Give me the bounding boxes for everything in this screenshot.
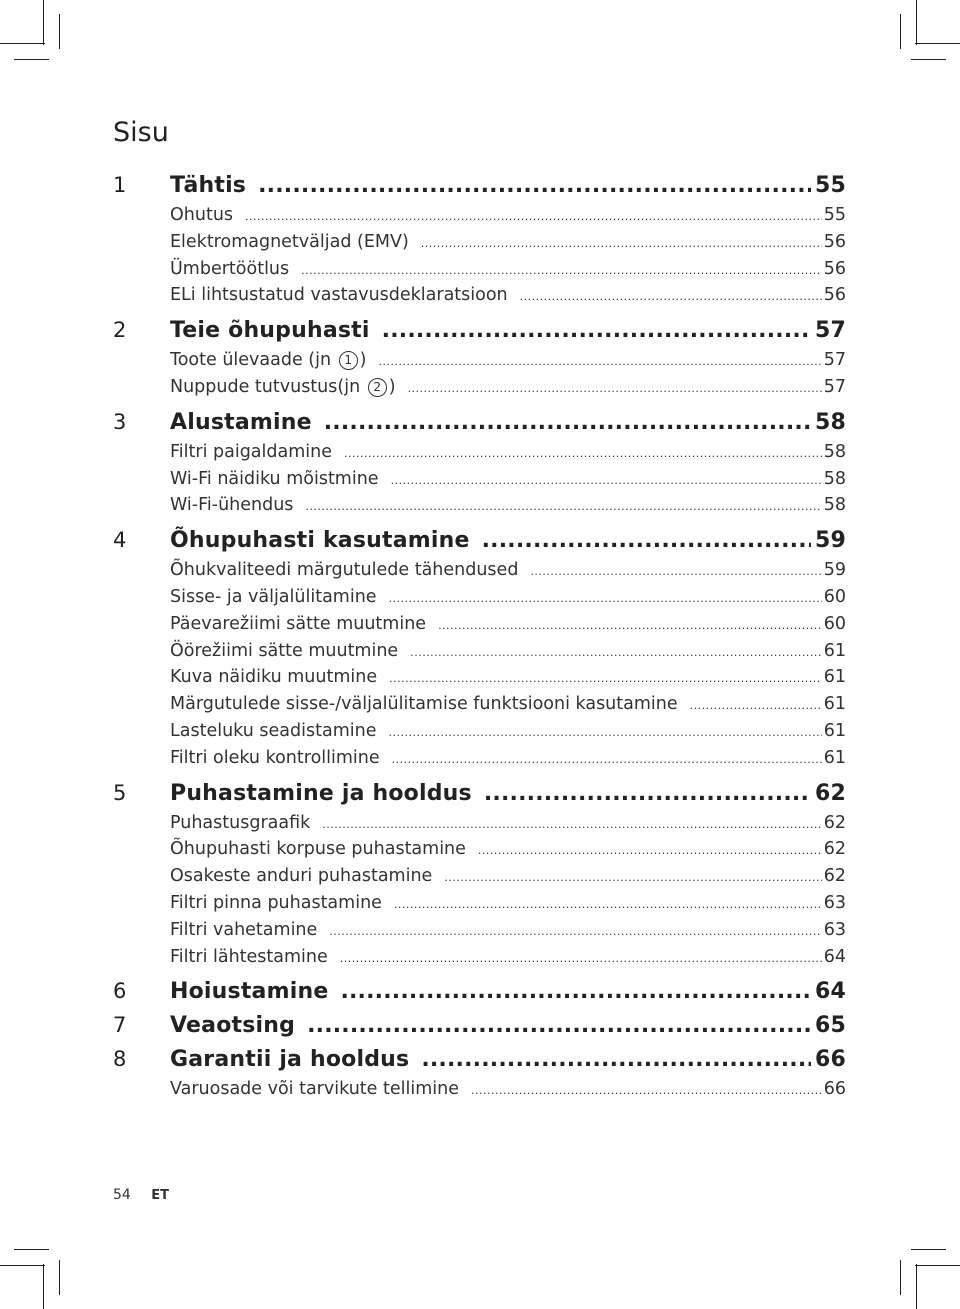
section-title-text: Varuosade või tarvikute tellimine (170, 1079, 459, 1100)
section-title (170, 944, 328, 971)
section-page-number: 62 (823, 812, 846, 833)
chapter-number: 5 (113, 780, 127, 805)
section-title-text: Sisse- ja väljalülitamine (170, 586, 377, 607)
chapter-title: Puhastamine ja hooldus (170, 780, 472, 806)
crop-mark (59, 1260, 60, 1295)
toc-section-row[interactable] (170, 202, 846, 229)
section-title (170, 466, 379, 493)
section-page-number: 66 (823, 1079, 846, 1100)
toc-section-row[interactable] (170, 810, 846, 837)
dot-leader (329, 919, 821, 946)
section-page-number: 55 (823, 205, 846, 225)
chapter-page-number: 66 (814, 1047, 846, 1073)
section-title (170, 611, 426, 638)
dot-leader (307, 1009, 811, 1043)
section-page-number: 63 (823, 892, 846, 913)
toc-section-row[interactable] (170, 944, 846, 971)
toc-chapter-row[interactable] (113, 1042, 846, 1076)
section-title (170, 347, 366, 374)
chapter-title: Teie õhupuhasti (170, 318, 370, 344)
section-page-number: 64 (823, 946, 846, 967)
section-title (170, 810, 310, 837)
section-title-text: Toote ülevaade (jn (170, 350, 337, 371)
section-title (170, 256, 289, 283)
chapter-number: 4 (113, 528, 127, 553)
toc-section-row[interactable] (170, 584, 846, 611)
dot-leader (389, 666, 822, 693)
dot-leader (392, 747, 822, 774)
toc-chapter-row[interactable] (113, 313, 846, 347)
section-page-number: 57 (823, 350, 846, 371)
chapter-number: 8 (113, 1047, 127, 1072)
crop-mark (916, 0, 917, 45)
section-page-number: 56 (823, 285, 846, 306)
toc-section-row[interactable] (170, 492, 846, 519)
section-title-text: Kuva näidiku muutmine (170, 667, 378, 688)
section-list (113, 439, 846, 519)
section-title-text: Puhastusgraafik (170, 812, 311, 833)
section-page-number: 58 (823, 495, 846, 516)
section-list (113, 810, 846, 971)
toc-section-row[interactable] (170, 836, 846, 863)
section-title-text: Märgutulede sisse-/väljalülitamise funktsiooni kasutamine (170, 694, 678, 715)
section-title-text: Õhupuhasti korpuse puhastamine (170, 839, 466, 860)
chapter-page-number: 55 (814, 173, 846, 198)
section-page-number: 62 (823, 839, 846, 860)
toc-section-row[interactable] (170, 745, 846, 772)
section-page-number: 61 (823, 640, 846, 661)
toc-section-row[interactable] (170, 557, 846, 584)
crop-mark (14, 59, 49, 60)
section-title-text: Elektromagnetväljad (EMV) (170, 231, 409, 252)
section-title (170, 584, 377, 611)
section-title-text: Päevarežiimi sätte muutmine (170, 613, 427, 634)
chapter-title: Veaotsing (170, 1013, 296, 1039)
toc-section-row[interactable] (170, 1076, 846, 1103)
dot-leader (344, 441, 822, 468)
dot-leader (471, 1078, 822, 1105)
chapter-number: 3 (113, 409, 127, 434)
dot-leader (394, 892, 822, 919)
page-footer (113, 1187, 169, 1203)
chapter-title: Hoiustamine (170, 979, 329, 1005)
crop-mark (915, 1265, 960, 1266)
section-title-text: Filtri paigaldamine (170, 441, 332, 462)
section-title (170, 745, 380, 772)
section-title-text: Filtri vahetamine (170, 919, 318, 940)
section-list (113, 1076, 846, 1103)
section-title-text: Ohutus (170, 205, 234, 225)
toc-section-row[interactable] (170, 439, 846, 466)
chapter-page-number: 59 (814, 528, 846, 554)
toc-section-row[interactable] (170, 229, 846, 256)
section-title-text: Filtri oleku kontrollimine (170, 747, 380, 768)
chapter-page-number: 57 (814, 318, 846, 344)
section-title-text: Nuppude tutvustus(jn (170, 376, 366, 397)
figure-marker: 2 (368, 378, 387, 397)
toc-section-row[interactable] (170, 863, 846, 890)
crop-mark (911, 1249, 946, 1250)
section-title-text: Wi-Fi-ühendus (170, 495, 294, 516)
toc-section-row[interactable] (170, 256, 846, 283)
section-page-number: 58 (823, 441, 846, 462)
dot-leader (301, 258, 822, 285)
toc-chapter-row[interactable] (113, 523, 846, 557)
dot-leader (382, 314, 811, 348)
crop-mark (0, 43, 45, 44)
dot-leader (438, 613, 822, 640)
section-page-number: 61 (823, 694, 846, 715)
section-title-text: Õhukvaliteedi märgutulede tähendused (170, 560, 519, 581)
section-page-number: 62 (823, 866, 846, 887)
crop-mark (43, 0, 44, 45)
toc-section-row[interactable] (170, 664, 846, 691)
page-title: Sisu (113, 117, 169, 148)
section-title (170, 229, 409, 256)
chapter-number: 6 (113, 979, 127, 1004)
section-title (170, 863, 432, 890)
dot-leader (389, 586, 822, 613)
section-page-number: 56 (823, 258, 846, 279)
section-title (170, 374, 396, 401)
section-title (170, 664, 377, 691)
chapter-title: Tähtis (170, 173, 247, 198)
chapter-title: Õhupuhasti kasutamine (170, 528, 470, 554)
table-of-contents (113, 168, 846, 1107)
section-title (170, 492, 293, 519)
section-page-number: 60 (823, 586, 846, 607)
dot-leader (388, 720, 821, 747)
chapter-title: Garantii ja hooldus (170, 1047, 410, 1073)
section-title (170, 836, 466, 863)
toc-section-row[interactable] (170, 282, 846, 309)
section-title (170, 202, 233, 229)
dot-leader (421, 1043, 811, 1077)
chapter-page-number: 65 (814, 1013, 846, 1039)
section-title (170, 890, 382, 917)
section-page-number: 59 (823, 560, 846, 581)
crop-mark (916, 1264, 917, 1309)
toc-section-row[interactable] (170, 917, 846, 944)
chapter-number: 1 (113, 173, 127, 197)
figure-marker: 1 (339, 351, 358, 370)
dot-leader (378, 349, 821, 376)
section-title-text: Öörežiimi sätte muutmine (170, 640, 399, 661)
section-title (170, 1076, 459, 1103)
section-title (170, 439, 332, 466)
section-title-text: Filtri pinna puhastamine (170, 892, 382, 913)
crop-mark (915, 43, 960, 44)
toc-chapter-row[interactable] (113, 168, 846, 202)
section-page-number: 61 (823, 720, 846, 741)
dot-leader (322, 812, 821, 839)
toc-chapter-row[interactable] (113, 776, 846, 810)
page-number: 54 (113, 1187, 131, 1203)
section-page-number: 61 (823, 667, 846, 688)
toc-section-row[interactable] (170, 638, 846, 665)
dot-leader (258, 169, 811, 203)
section-list (113, 347, 846, 401)
crop-mark (0, 1265, 45, 1266)
chapter-number: 7 (113, 1013, 127, 1038)
dot-leader (690, 693, 822, 720)
crop-mark (14, 1249, 49, 1250)
section-title-text: Ümbertöötlus (170, 258, 290, 279)
toc-section-row[interactable] (170, 347, 846, 374)
dot-leader (324, 406, 811, 440)
section-page-number: 63 (823, 919, 846, 940)
section-title-suffix: ) (388, 376, 396, 397)
dot-leader (305, 494, 821, 521)
dot-leader (410, 640, 822, 667)
section-page-number: 57 (823, 376, 846, 397)
section-title (170, 557, 518, 584)
section-title (170, 718, 376, 745)
toc-chapter-row[interactable] (113, 974, 846, 1008)
toc-chapter-row[interactable] (113, 1008, 846, 1042)
chapter-number: 2 (113, 318, 127, 343)
dot-leader (444, 865, 821, 892)
dot-leader (482, 524, 811, 558)
dot-leader (340, 946, 822, 973)
toc-section-row[interactable] (170, 890, 846, 917)
toc-section-row[interactable] (170, 374, 846, 401)
chapter-page-number: 58 (814, 409, 846, 435)
toc-section-row[interactable] (170, 718, 846, 745)
section-title (170, 638, 398, 665)
crop-mark (43, 1264, 44, 1309)
section-page-number: 56 (823, 231, 846, 252)
crop-mark (59, 14, 60, 49)
section-title (170, 282, 508, 309)
chapter-page-number: 64 (814, 979, 846, 1005)
section-title-text: Lasteluku seadistamine (170, 720, 377, 741)
dot-leader (478, 838, 822, 865)
chapter-page-number: 62 (814, 780, 846, 806)
dot-leader (484, 777, 811, 811)
crop-mark (911, 59, 946, 60)
crop-mark (900, 14, 901, 49)
dot-leader (520, 284, 822, 311)
section-page-number: 60 (823, 613, 846, 634)
toc-chapter-row[interactable] (113, 405, 846, 439)
toc-section-row[interactable] (170, 466, 846, 493)
section-title-text: Wi-Fi näidiku mõistmine (170, 468, 379, 489)
section-list (113, 202, 846, 309)
section-title-text: Filtri lähtestamine (170, 946, 328, 967)
section-title (170, 917, 317, 944)
section-title (170, 691, 678, 718)
section-title-text: ELi lihtsustatud vastavusdeklaratsioon (170, 285, 508, 306)
section-page-number: 58 (823, 468, 846, 489)
dot-leader (391, 468, 822, 495)
dot-leader (245, 204, 822, 231)
crop-mark (900, 1260, 901, 1295)
section-list (113, 557, 846, 771)
section-title-text: Osakeste anduri puhastamine (170, 866, 433, 887)
dot-leader (408, 376, 822, 403)
dot-leader (340, 975, 811, 1009)
section-page-number: 61 (823, 747, 846, 768)
dot-leader (530, 559, 821, 586)
chapter-title: Alustamine (170, 409, 312, 435)
toc-section-row[interactable] (170, 691, 846, 718)
toc-section-row[interactable] (170, 611, 846, 638)
language-code: ET (151, 1188, 170, 1203)
dot-leader (421, 231, 822, 258)
section-title-suffix: ) (359, 350, 367, 371)
